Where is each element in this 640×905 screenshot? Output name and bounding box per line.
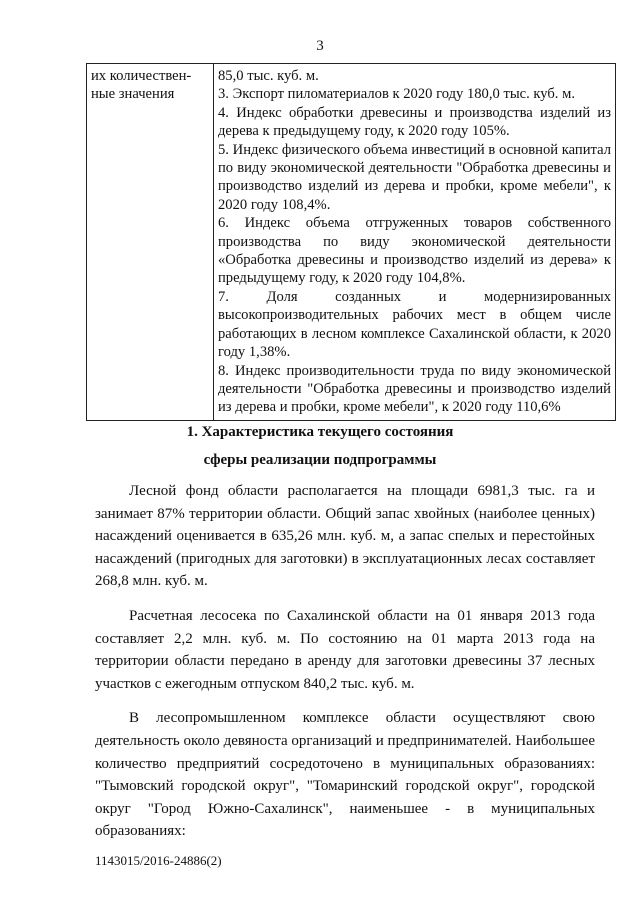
indicator-item: 6. Индекс объема отгруженных товаров собственного производства по виду экономической деятельности «Обработка древесины и производство изделий из дерева» к предыдущему году, к 2020 году 104,8%. (218, 215, 611, 287)
indicator-item: 85,0 тыс. куб. м. (218, 68, 319, 84)
indicator-item: 5. Индекс физического объема инвестиций в основной капитал по виду экономической деятельности "Обработка древесины и производство изделий из дерева и пробки, кроме мебели", к 2020 году 108,4%. (218, 141, 611, 213)
table-row (87, 64, 616, 421)
paragraph: Лесной фонд области располагается на площади 6981,3 тыс. га и занимает 87% территории области. Общий запас хвойных (наиболее ценных) насаждений оценивается в 635,26 млн. куб. м, а запас спелых и перестойных насаждений (пригодных для заготовки) в эксплуатационных лесах составляет 268,8 млн. куб. м. (95, 483, 595, 590)
paragraph: В лесопромышленном комплексе области осуществляют свою деятельность около девяноста организаций и предпринимателей. Наибольшее количество предприятий сосредоточено в муниципальных образованиях: "Тымовский городской округ", "Томаринский городской округ", городской округ "Город Южно-Сахалинск", наименьшее - в муниципальных образованиях: (95, 710, 595, 840)
section-heading-line2: сферы реализации подпрограммы (203, 452, 437, 468)
indicator-item: 8. Индекс производительности труда по виду экономической деятельности "Обработка древесины и производство изделий из дерева и пробки, кроме мебели", к 2020 году 110,6% (218, 362, 611, 416)
table-label-cell: их количествен-ные значения (87, 64, 214, 421)
indicators-table (86, 63, 616, 421)
body-text (95, 480, 595, 855)
indicator-item: 3. Экспорт пиломатериалов к 2020 году 180,0 тыс. куб. м. (218, 86, 575, 103)
page-number: 3 (316, 38, 324, 54)
indicator-item: 4. Индекс обработки древесины и производства изделий из дерева к предыдущему году, к 2020 году 105%. (218, 104, 611, 140)
section-heading-line1: 1. Характеристика текущего состояния (186, 424, 454, 440)
document-code: 1143015/2016-24886(2) (95, 853, 222, 868)
indicator-item: 7. Доля созданных и модернизированных высокопроизводительных рабочих мест в общем числе работающих в лесном комплексе Сахалинской области, к 2020 году 1,38%. (218, 288, 611, 361)
paragraph: Расчетная лесосека по Сахалинской области на 01 января 2013 года составляет 2,2 млн. куб. м. По состоянию на 01 марта 2013 года на территории области передано в аренду для заготовки древесины 37 лесных участков с ежегодным отпуском 840,2 тыс. куб. м. (95, 607, 595, 692)
table-content-cell (214, 64, 616, 421)
